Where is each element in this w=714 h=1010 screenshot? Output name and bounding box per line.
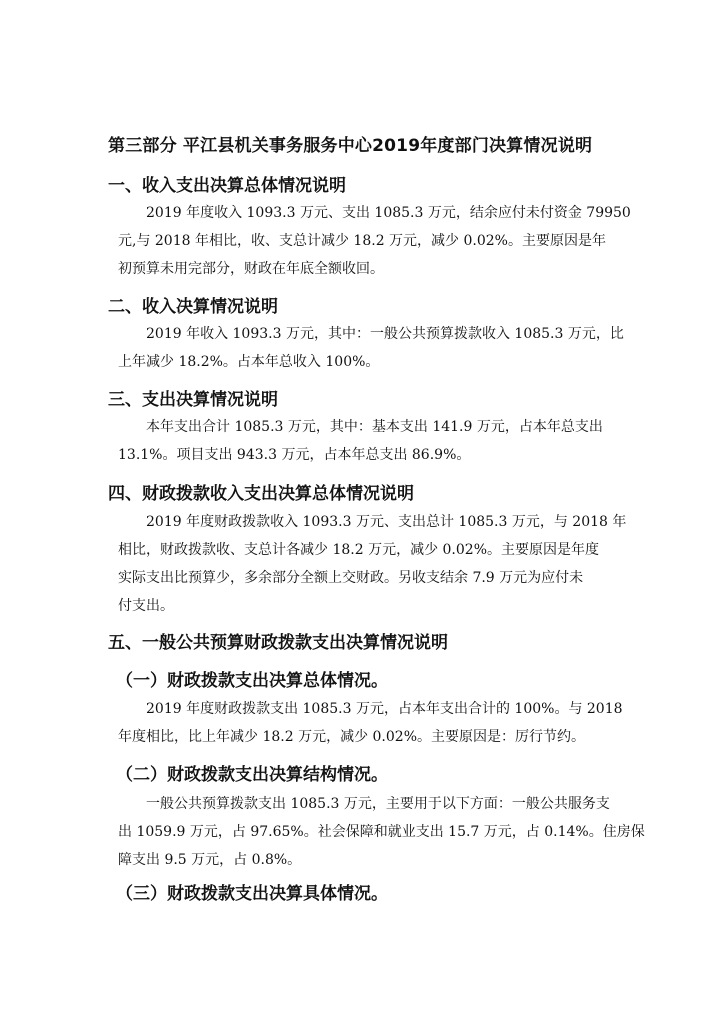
paragraph-line: 相比，财政拨款收、支总计各减少 18.2 万元，减少 0.02%。主要原因是年度 (118, 542, 599, 558)
paragraph-line: 实际支出比预算少，多余部分全额上交财政。另收支结余 7.9 万元为应付未 (118, 570, 584, 586)
section-heading-2: 二、收入决算情况说明 (108, 297, 278, 317)
paragraph-line: 2019 年收入 1093.3 万元，其中：一般公共预算拨款收入 1085.3 万元，比 (146, 326, 624, 342)
subsection-heading-1: （一）财政拨款支出决算总体情况。 (116, 671, 388, 691)
page-title: 第三部分 平江县机关事务服务中心2019年度部门决算情况说明 (108, 136, 593, 156)
section-paragraph-4 (118, 508, 627, 620)
paragraph-line: 障支出 9.5 万元，占 0.8%。 (118, 852, 302, 868)
section-heading-3: 三、支出决算情况说明 (108, 390, 278, 410)
paragraph-line: 元,与 2018 年相比，收、支总计减少 18.2 万元，减少 0.02%。主要原因是年 (118, 233, 606, 249)
paragraph-line: 付支出。 (118, 598, 174, 614)
section-paragraph-2 (118, 320, 624, 376)
paragraph-line: 2019 年度收入 1093.3 万元、支出 1085.3 万元，结余应付未付资金 79950 (146, 205, 631, 221)
paragraph-line: 一般公共预算拨款支出 1085.3 万元，主要用于以下方面：一般公共服务支 (146, 796, 610, 812)
section-paragraph-3 (118, 413, 608, 469)
section-paragraph-1 (118, 199, 631, 283)
paragraph-line: 出 1059.9 万元，占 97.65%。社会保障和就业支出 15.7 万元，占 0.14%。住房保 (118, 824, 645, 840)
section-heading-1: 一、收入支出决算总体情况说明 (108, 176, 346, 196)
paragraph-line: 初预算未用完部分，财政在年底全额收回。 (118, 261, 384, 277)
subsection-paragraph-2 (118, 790, 645, 874)
paragraph-line: 13.1%。项目支出 943.3 万元，占本年总支出 86.9%。 (118, 447, 471, 463)
section-heading-5: 五、一般公共预算财政拨款支出决算情况说明 (108, 633, 448, 653)
paragraph-line: 本年支出合计 1085.3 万元，其中：基本支出 141.9 万元，占本年总支出 (146, 419, 603, 435)
paragraph-line: 年度相比，比上年减少 18.2 万元，减少 0.02%。主要原因是：厉行节约。 (118, 729, 585, 745)
subsection-heading-3: （三）财政拨款支出决算具体情况。 (116, 884, 388, 904)
paragraph-line: 2019 年度财政拨款支出 1085.3 万元，占本年支出合计的 100%。与 2018 (146, 701, 623, 717)
paragraph-line: 2019 年度财政拨款收入 1093.3 万元、支出总计 1085.3 万元，与 2018 年 (146, 514, 627, 530)
subsection-heading-2: （二）财政拨款支出决算结构情况。 (116, 765, 388, 785)
subsection-paragraph-1 (118, 695, 623, 751)
section-heading-4: 四、财政拨款收入支出决算总体情况说明 (108, 484, 414, 504)
paragraph-line: 上年减少 18.2%。占本年总收入 100%。 (118, 354, 380, 370)
